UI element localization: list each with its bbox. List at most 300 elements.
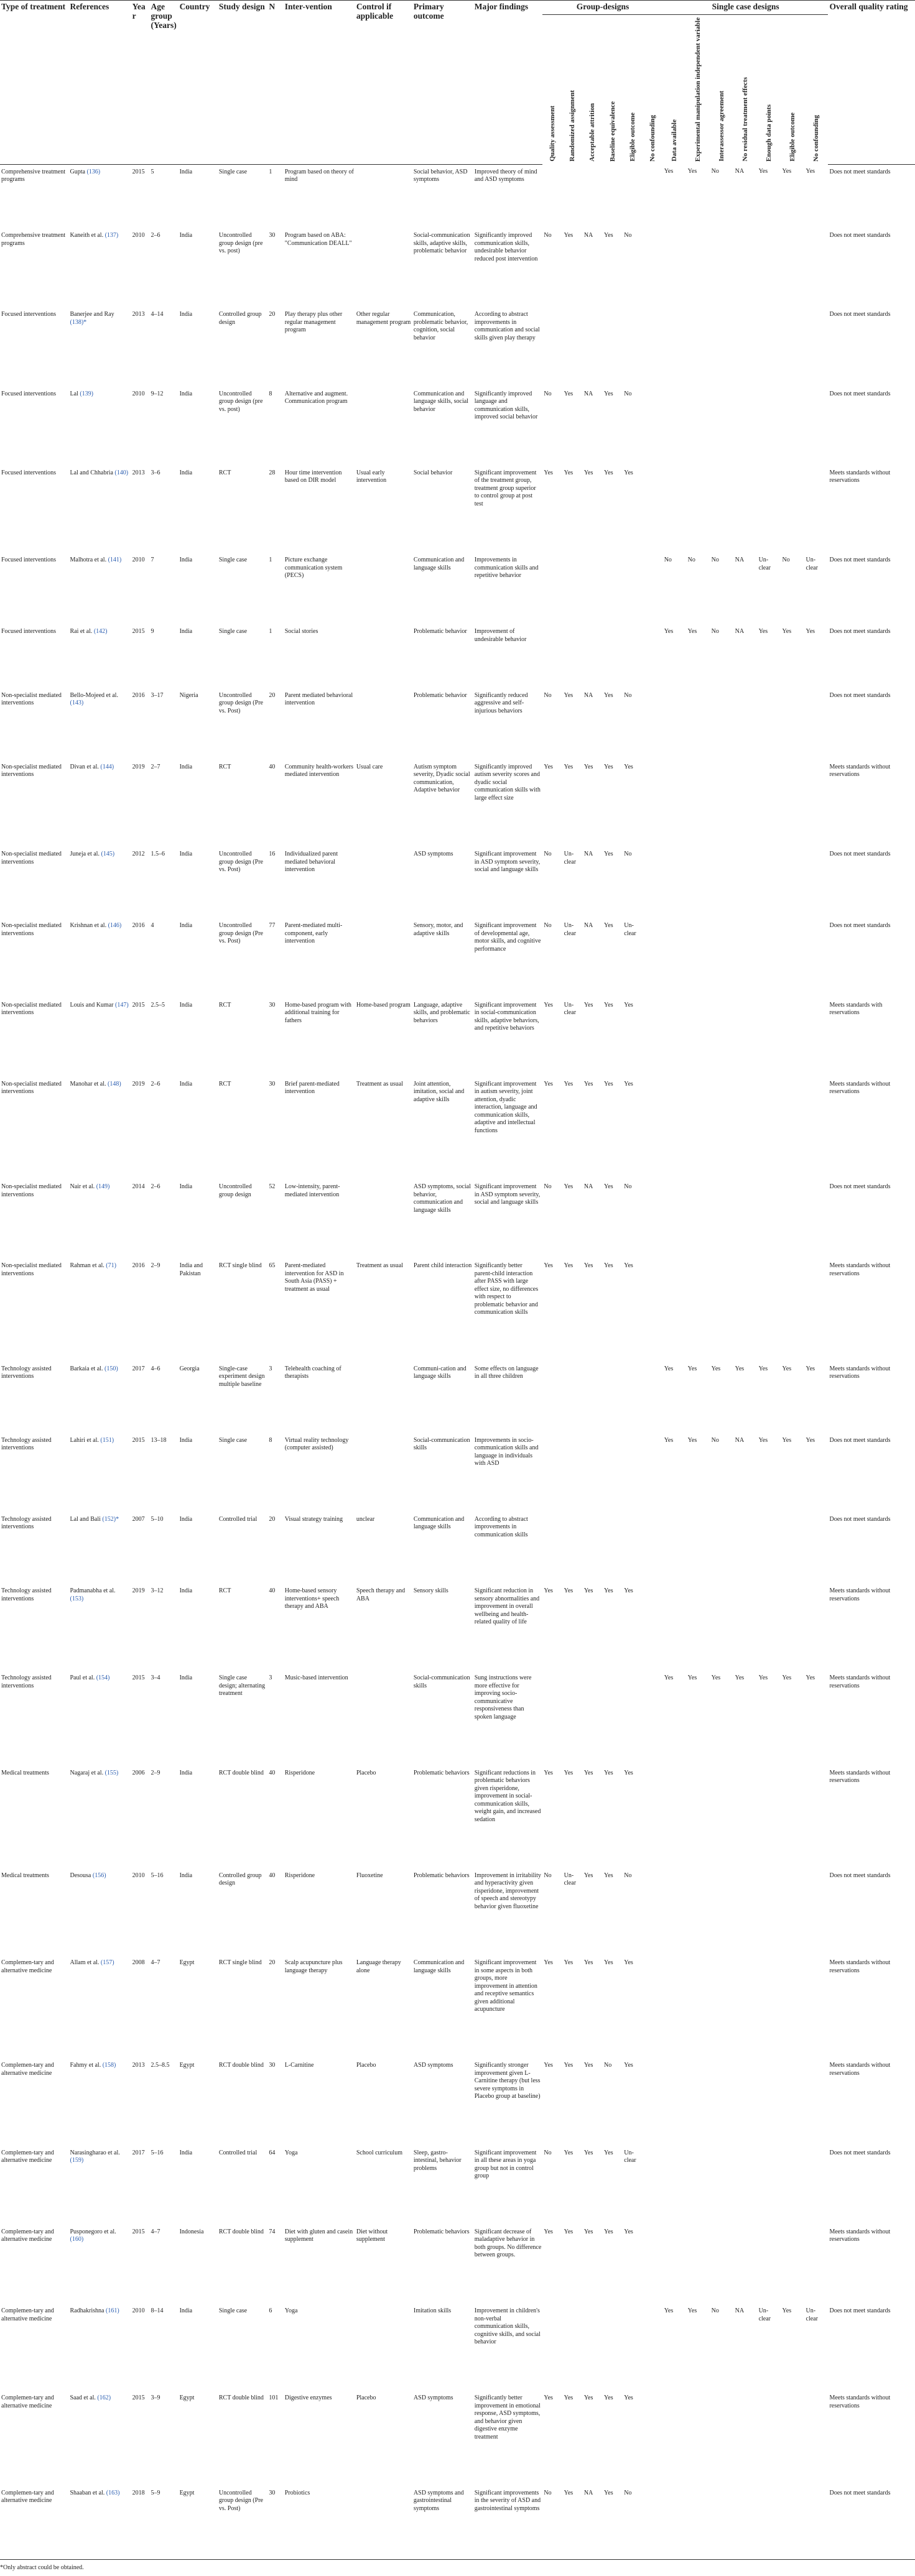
cell-criterion: Yes (687, 1436, 697, 1444)
cell-outcome: Language, adaptive skills, and problematic behaviors (413, 1001, 470, 1024)
cell-criterion: No (544, 922, 552, 930)
citation-link[interactable]: (138)* (70, 318, 87, 326)
cell-criterion (734, 231, 758, 310)
cell-country: India (179, 922, 193, 930)
cell-criterion (643, 2393, 662, 2488)
cell-ref (68, 2061, 131, 2148)
cell-criterion (623, 627, 643, 690)
cell-n: 74 (269, 2228, 276, 2235)
cell-criterion (805, 2061, 829, 2148)
cell-rating: Does not meet standards (829, 390, 891, 397)
cell-criterion: Yes (583, 1262, 593, 1270)
cell-criterion (542, 1673, 562, 1768)
cell-criterion (710, 1871, 734, 1958)
cell-criterion (583, 310, 603, 389)
cell-findings: Some effects on language in all three children (474, 1365, 539, 1380)
citation-link[interactable]: (144) (100, 763, 114, 770)
citation-link[interactable]: (152)* (102, 1515, 119, 1523)
cell-criterion: No (544, 2149, 552, 2156)
cell-control (355, 1673, 412, 1768)
cell-criterion (734, 2227, 758, 2306)
cell-criterion (687, 1515, 710, 1586)
cell-criterion: No (544, 691, 552, 699)
cell-criterion: Yes (583, 2394, 593, 2402)
cell-country: Egypt (179, 2394, 195, 2402)
cell-type: Medical treatments (1, 1872, 49, 1879)
cell-findings: Significantly reduced aggressive and self-injurious behaviors (474, 691, 528, 714)
cell-intervention: Parent-mediated multi-component, early intervention (284, 922, 343, 945)
cell-outcome: Communication and language skills, social behavior (413, 390, 468, 413)
citation-link[interactable]: (151) (100, 1436, 114, 1444)
cell-criterion (687, 1586, 710, 1673)
cell-criterion (583, 627, 603, 690)
cell-criterion (710, 310, 734, 389)
cell-country: India (179, 1674, 193, 1682)
cell-criterion: Yes (544, 1080, 553, 1087)
header-country: Country (179, 1, 218, 164)
table-row (0, 1000, 915, 1079)
cell-intervention: Risperidone (284, 1769, 315, 1776)
cell-ref (68, 231, 131, 310)
cell-criterion: Yes (583, 2228, 593, 2235)
citation-link[interactable]: (155) (105, 1769, 119, 1776)
cell-n: 40 (269, 1769, 276, 1776)
cell-control (355, 921, 412, 1000)
cell-age: 3–9 (151, 2394, 160, 2402)
cell-criterion: No (711, 628, 719, 635)
cell-n: 40 (269, 1587, 276, 1595)
cell-n: 30 (269, 1080, 276, 1087)
cell-criterion: Yes (544, 469, 553, 476)
cell-design: Controlled trial (218, 2149, 258, 2156)
cell-criterion (734, 2061, 758, 2148)
cell-criterion (643, 231, 662, 310)
cell-outcome: Sensory skills (413, 1587, 448, 1595)
cell-criterion (643, 691, 662, 762)
cell-criterion (734, 310, 758, 389)
cell-control (355, 627, 412, 690)
cell-ref (68, 1586, 131, 1673)
criterion-label: Quality assessment (548, 106, 556, 162)
reference-author: Lal and Bali (70, 1515, 101, 1523)
cell-design: RCT double blind (218, 2394, 264, 2402)
citation-link[interactable]: (142) (93, 628, 108, 635)
cell-criterion: Yes (782, 628, 792, 635)
cell-ref (68, 1958, 131, 2061)
cell-criterion (542, 555, 562, 627)
cell-n: 64 (269, 2149, 276, 2156)
cell-criterion: Yes (564, 2062, 574, 2069)
cell-design: RCT single blind (218, 1262, 262, 1270)
cell-criterion: Yes (583, 1872, 593, 1879)
cell-intervention: Alternative and augment. Communication program (284, 390, 348, 405)
cell-ref (68, 849, 131, 921)
cell-criterion: Yes (564, 1080, 574, 1087)
cell-rating: Does not meet standards (829, 1436, 891, 1444)
cell-criterion (542, 627, 562, 690)
cell-criterion (643, 762, 662, 849)
cell-criterion (781, 762, 805, 849)
cell-criterion (643, 1261, 662, 1364)
cell-criterion (710, 2227, 734, 2306)
cell-ref (68, 762, 131, 849)
cell-control (355, 231, 412, 310)
cell-criterion (663, 2061, 687, 2148)
table-row (0, 1768, 915, 1871)
table-row (0, 2488, 915, 2560)
citation-link[interactable]: (71) (106, 1262, 116, 1270)
cell-ref (68, 1436, 131, 1515)
cell-design: Uncontrolled group design (pre vs. post) (218, 232, 263, 255)
cell-criterion (687, 1182, 710, 1261)
cell-design: Single case (218, 2307, 248, 2315)
cell-criterion: Un-clear (758, 2307, 771, 2322)
cell-design: RCT (218, 1080, 231, 1087)
cell-ref (68, 310, 131, 389)
cell-criterion: NA (583, 1183, 593, 1191)
cell-criterion (781, 1515, 805, 1586)
criterion-label: Enough data points (765, 104, 773, 162)
cell-criterion: No (544, 232, 552, 239)
citation-link[interactable]: (139) (80, 390, 93, 397)
cell-n: 1 (269, 628, 272, 635)
criterion-label: Eligible outcome (789, 113, 797, 162)
reference-author: Allam et al. (70, 1959, 100, 1967)
citation-link[interactable]: (143) (70, 699, 84, 707)
citation-link[interactable]: (156) (92, 1872, 106, 1879)
cell-age: 3–12 (151, 1587, 164, 1595)
cell-n: 101 (269, 2394, 279, 2402)
cell-criterion (734, 1079, 758, 1182)
cell-criterion (805, 921, 829, 1000)
criterion-label: No confounding (812, 115, 820, 162)
cell-criterion: Yes (604, 1959, 613, 1967)
cell-age: 4–14 (151, 311, 164, 318)
cell-criterion: No (687, 556, 695, 564)
cell-criterion (805, 2227, 829, 2306)
cell-age: 5 (151, 168, 154, 175)
cell-criterion (663, 1871, 687, 1958)
cell-criterion (758, 1182, 781, 1261)
citation-link[interactable]: (146) (108, 922, 122, 930)
cell-n: 8 (269, 390, 272, 397)
cell-criterion: Yes (758, 168, 768, 175)
cell-rating: Does not meet standards (829, 691, 891, 699)
citation-link[interactable]: (161) (105, 2307, 119, 2315)
citation-link[interactable]: (147) (114, 1001, 129, 1009)
cell-age: 3–6 (151, 469, 160, 476)
cell-intervention: Virtual reality technology (computer assisted) (284, 1436, 349, 1452)
cell-age: 4 (151, 922, 154, 930)
cell-ref (68, 1000, 131, 1079)
cell-outcome: ASD symptoms (413, 851, 453, 858)
cell-criterion: Yes (758, 1436, 768, 1444)
reference-author: Radhakrishna (70, 2307, 105, 2315)
cell-criterion: Un-clear (564, 922, 577, 937)
cell-criterion: Yes (624, 2228, 633, 2235)
cell-criterion (805, 1079, 829, 1182)
cell-design: Single case design; alternating treatment (218, 1674, 266, 1697)
cell-criterion (758, 2227, 781, 2306)
cell-criterion (687, 921, 710, 1000)
cell-criterion: Yes (735, 1365, 745, 1372)
cell-year: 2016 (132, 691, 145, 699)
cell-intervention: Parent mediated behavioral intervention (284, 691, 353, 707)
cell-intervention: Probiotics (284, 2488, 355, 2560)
cell-criterion (710, 1768, 734, 1871)
cell-criterion (583, 1515, 603, 1586)
cell-criterion (734, 1586, 758, 1673)
cell-criterion (710, 691, 734, 762)
cell-type: Comprehensive treatment programs (1, 168, 66, 183)
cell-criterion (805, 849, 829, 921)
cell-criterion (781, 1768, 805, 1871)
cell-criterion (758, 691, 781, 762)
cell-ref (68, 2488, 131, 2560)
cell-criterion (734, 468, 758, 555)
header-intervention: Inter-vention (284, 1, 355, 164)
cell-criterion: Yes (583, 2062, 593, 2069)
cell-control: School curriculum (356, 2149, 402, 2156)
citation-link[interactable]: (145) (101, 851, 115, 858)
header-outcome: Primary outcome (412, 1, 473, 164)
cell-criterion (734, 2488, 758, 2560)
cell-criterion: Yes (583, 1080, 593, 1087)
cell-criterion: Yes (563, 2488, 583, 2560)
cell-rating: Meets standards with reservations (829, 1001, 883, 1017)
cell-criterion: No (544, 851, 552, 858)
cell-criterion (643, 389, 662, 468)
cell-criterion (758, 1958, 781, 2061)
cell-criterion: Yes (664, 628, 674, 635)
cell-criterion (663, 468, 687, 555)
cell-criterion: Yes (604, 1001, 613, 1009)
cell-country: India (179, 168, 193, 175)
citation-link[interactable]: (153) (70, 1595, 84, 1602)
cell-criterion (583, 555, 603, 627)
cell-criterion: No (711, 556, 719, 564)
cell-type: Technology assisted interventions (1, 1515, 52, 1531)
cell-control: Other regular management program (356, 311, 411, 326)
cell-rating: Does not meet standards (829, 311, 891, 318)
cell-design: Single case (218, 556, 248, 564)
citation-link[interactable]: (150) (105, 1365, 118, 1372)
cell-criterion (758, 849, 781, 921)
cell-outcome: Social behavior (413, 469, 453, 476)
cell-criterion (805, 310, 829, 389)
cell-year: 2019 (132, 1080, 145, 1087)
cell-country: India (179, 2149, 193, 2156)
cell-control: Fluoxetine (356, 1872, 383, 1879)
cell-criterion: No (624, 1183, 632, 1191)
cell-criterion: Yes (604, 922, 613, 930)
cell-criterion (563, 164, 583, 231)
citation-link[interactable]: (148) (108, 1080, 121, 1087)
cell-rating: Meets standards without reservations (829, 1587, 891, 1602)
cell-criterion: Yes (806, 1365, 815, 1372)
criterion-label: No residual treatment effects (741, 77, 750, 162)
cell-year: 2016 (132, 922, 145, 930)
criterion-label: Randomized assignment (569, 90, 577, 162)
cell-criterion: Yes (604, 851, 613, 858)
cell-age: 2–6 (151, 1080, 160, 1087)
cell-intervention: Risperidone (284, 1872, 315, 1879)
cell-control (355, 2306, 412, 2393)
cell-criterion (687, 1000, 710, 1079)
cell-criterion (687, 2148, 710, 2227)
cell-criterion: NA (735, 168, 745, 175)
cell-criterion (643, 468, 662, 555)
cell-type: Technology assisted interventions (1, 1674, 52, 1689)
cell-criterion: No (542, 2488, 562, 2560)
criterion-header (734, 15, 758, 165)
cell-age: 5–16 (151, 1872, 164, 1879)
cell-rating: Meets standards without reservations (829, 1959, 891, 1974)
citation-link[interactable]: (163) (106, 2489, 120, 2496)
cell-criterion: Yes (624, 1080, 633, 1087)
cell-findings: Significant improvement of the treatment group, treatment group superior to control group at post test (474, 469, 537, 507)
cell-findings: Significant reductions in problematic behaviors given risperidone, improvement in social-communication skills, weight gain, and increased sedation (474, 1769, 541, 1823)
cell-findings: Significant improvement in autism severity, joint attention, dyadic interaction, language and communication skills, adaptive and intellectual functions (474, 1080, 537, 1134)
citation-link[interactable]: (137) (105, 232, 119, 239)
cell-criterion: Un-clear (624, 922, 636, 937)
cell-design: Single-case experiment design multiple baseline (218, 1365, 265, 1388)
cell-criterion (643, 1515, 662, 1586)
reference-author: Malhotra et al. (70, 556, 107, 564)
cell-control (355, 389, 412, 468)
cell-criterion (663, 231, 687, 310)
cell-country: India (179, 628, 193, 635)
cell-year: 2013 (132, 469, 145, 476)
citation-link[interactable]: (140) (114, 469, 129, 476)
cell-criterion (781, 231, 805, 310)
table-row (0, 468, 915, 555)
cell-criterion (663, 1079, 687, 1182)
cell-criterion: Yes (564, 691, 574, 699)
cell-criterion (663, 849, 687, 921)
cell-criterion (710, 389, 734, 468)
cell-rating: Does not meet standards (829, 2307, 891, 2315)
citation-link[interactable]: (157) (100, 1959, 114, 1967)
cell-criterion: Yes (604, 1080, 613, 1087)
cell-criterion: Yes (664, 1674, 674, 1682)
table-row (0, 627, 915, 690)
reference-author: Nagaraj et al. (70, 1769, 104, 1776)
cell-type: Non-specialist mediated interventions (1, 763, 62, 778)
citation-link[interactable]: (159) (70, 2157, 84, 2164)
cell-control: Usual early intervention (356, 469, 387, 484)
cell-criterion: Yes (564, 232, 574, 239)
citation-link[interactable]: (158) (102, 2062, 116, 2069)
cell-design: Controlled trial (218, 1515, 258, 1523)
cell-findings: Significantly better parent-child interaction after PASS with large effect size, no differences with respect to problematic behavior and communication skills (474, 1262, 539, 1316)
cell-findings: Sung instructions were more effective for improving socio-communicative responsiveness than spoken language (474, 1674, 532, 1720)
cell-criterion (781, 849, 805, 921)
cell-rating: Meets standards without reservations (829, 469, 891, 484)
cell-criterion: Yes (564, 2394, 574, 2402)
cell-intervention: Brief parent-mediated intervention (284, 1080, 340, 1096)
cell-criterion (663, 389, 687, 468)
header-design: Study design (218, 1, 268, 164)
cell-ref (68, 2227, 131, 2306)
cell-ref (68, 164, 131, 231)
cell-criterion: No (624, 390, 632, 397)
cell-type: Complemen-tary and alternative medicine (1, 1959, 54, 1974)
cell-criterion (643, 1768, 662, 1871)
cell-outcome: Problematic behaviors (413, 1769, 470, 1776)
cell-criterion (758, 1768, 781, 1871)
cell-criterion (805, 1586, 829, 1673)
cell-n: 6 (269, 2307, 272, 2315)
cell-control: Placebo (356, 2062, 376, 2069)
cell-criterion (563, 1673, 583, 1768)
cell-year: 2010 (132, 1872, 145, 1879)
cell-criterion (758, 2488, 781, 2560)
cell-criterion (603, 1364, 623, 1436)
cell-year: 2010 (132, 556, 145, 564)
citation-link[interactable]: (160) (70, 2236, 84, 2243)
cell-country: Egypt (179, 2062, 195, 2069)
cell-criterion (583, 1673, 603, 1768)
cell-n: 3 (269, 1674, 272, 1682)
cell-type: Non-specialist mediated interventions (1, 1262, 62, 1277)
cell-ref (68, 921, 131, 1000)
cell-age: 8–14 (151, 2307, 164, 2315)
citation-link[interactable]: (141) (108, 556, 122, 564)
cell-criterion: Yes (687, 168, 697, 175)
cell-rating: Meets standards without reservations (829, 1769, 891, 1784)
citation-link[interactable]: (149) (96, 1183, 110, 1191)
reference-author: Padmanabha et al. (70, 1587, 116, 1595)
cell-criterion (643, 1958, 662, 2061)
table-row (0, 1261, 915, 1364)
cell-criterion (643, 164, 662, 231)
cell-criterion (805, 1958, 829, 2061)
cell-outcome: Sleep, gastro-intestinal, behavior problems (413, 2149, 462, 2172)
cell-n: 40 (269, 763, 276, 770)
header-findings: Major findings (473, 1, 543, 164)
citation-link[interactable]: (154) (96, 1674, 110, 1682)
cell-criterion (643, 2061, 662, 2148)
cell-ref (68, 627, 131, 690)
cell-criterion: Yes (758, 1674, 768, 1682)
reference-author: Manohar et al. (70, 1080, 106, 1087)
cell-criterion: Yes (564, 1183, 574, 1191)
criterion-header (623, 15, 643, 165)
cell-criterion (623, 1364, 643, 1436)
cell-criterion (542, 2306, 562, 2393)
cell-rating: Does not meet standards (829, 628, 891, 635)
citation-link[interactable]: (162) (97, 2394, 111, 2402)
cell-criterion (687, 2227, 710, 2306)
reference-author: Shaaban et al. (70, 2489, 105, 2496)
table-row (0, 849, 915, 921)
cell-criterion (643, 310, 662, 389)
cell-criterion: Yes (544, 1001, 553, 1009)
cell-criterion: No (624, 851, 632, 858)
citation-link[interactable]: (136) (86, 168, 101, 175)
cell-age: 3–4 (151, 1674, 160, 1682)
cell-type: Non-specialist mediated interventions (1, 1001, 62, 1017)
cell-n: 28 (269, 469, 276, 476)
cell-criterion (687, 2393, 710, 2488)
cell-intervention: Home-based program with additional training for fathers (284, 1001, 351, 1024)
cell-criterion (758, 1871, 781, 1958)
cell-year: 2006 (132, 1769, 145, 1776)
reference-author: Kaneith et al. (70, 232, 104, 239)
cell-age: 5–10 (151, 1515, 164, 1523)
cell-criterion (734, 691, 758, 762)
